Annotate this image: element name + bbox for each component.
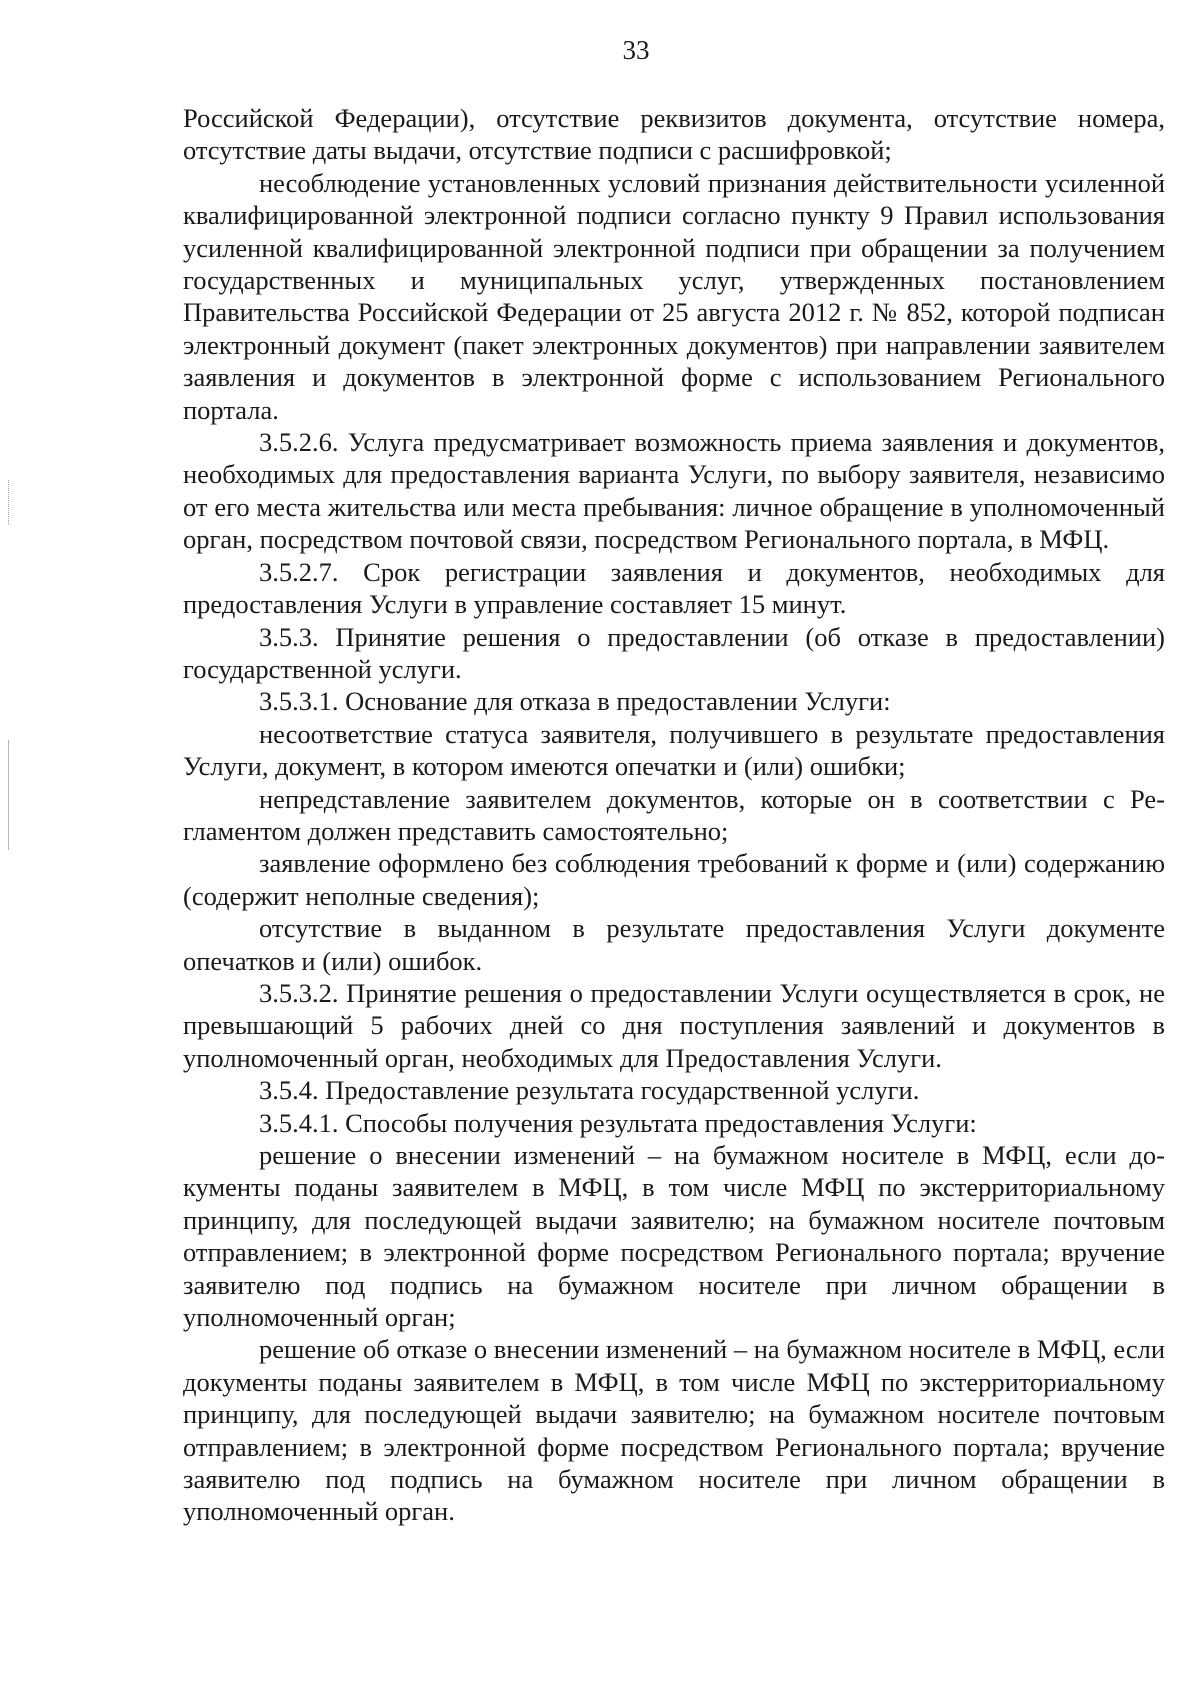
page-number: 33 bbox=[622, 35, 650, 65]
paragraph: несоответствие статуса заявителя, получившего в результате предоставления Услуги, документ, в котором имеются опечатки и (или) ошибки; bbox=[183, 718, 1165, 782]
paragraph: отсутствие в выданном в результате предоставления Услуги документе опечатков и (или) ошибок. bbox=[183, 913, 1165, 976]
scan-artifact bbox=[8, 480, 9, 525]
paragraph: 3.5.2.6. Услуга предусматривает возможность приема заявления и документов, необходимых для предоставления варианта Услуги, по выбору заявителя, независимо от его места жительства или места пребывания: личное обращение в уполномоченный орган, посредством почтовой связи, посредством Регионального портала, в МФЦ. bbox=[183, 427, 1165, 555]
document-body bbox=[183, 102, 1165, 1528]
paragraph: 3.5.3.1. Основание для отказа в предоставлении Услуги: bbox=[259, 686, 891, 717]
paragraph: 3.5.3.2. Принятие решения о предоставлении Услуги осуществляется в срок, не превышающий 5 рабочих дней со дня поступления заявлений и документов в уполномоченный орган, необходимых для Предоставления Услуги. bbox=[183, 977, 1165, 1073]
paragraph: несоблюдение установленных условий признания действительности усиленной квалифицированной электронной подписи согласно пункту 9 Правил использования усиленной квалифицированной электронной подписи при обращении за получением государственных и муниципальных услуг, утвержденных постановлением Правительства Российской Федерации от 25 августа 2012 г. № 852, которой подписан электронный документ (пакет электронных документов) при направлении заявителем заявления и документов в электронной форме с использованием Регионального портала. bbox=[183, 167, 1165, 425]
paragraph: непредставление заявителем документов, которые он в соответствии с Регламентом должен представить самостоятельно; bbox=[183, 783, 1165, 846]
paragraph: решение об отказе о внесении изменений – на бумажном носителе в МФЦ, если документы поданы заявителем в МФЦ, в том числе МФЦ по экстерриториальному принципу, для последующей выдачи заявителю; на бумажном носителе почтовым отправлением; в электронной форме посредством Регионального портала; вручение заявителю под подпись на бумажном носителе при личном обращении в уполномоченный орган. bbox=[183, 1334, 1165, 1527]
paragraph: Российской Федерации), отсутствие реквизитов документа, отсутствие номера, отсутствие даты выдачи, отсутствие подписи с расшифровкой; bbox=[183, 103, 1165, 166]
paragraph: 3.5.4. Предоставление результата государственной услуги. bbox=[259, 1075, 920, 1106]
paragraph: 3.5.3. Принятие решения о предоставлении (об отказе в предоставлении) государственной услуги. bbox=[183, 621, 1165, 684]
paragraph: заявление оформлено без соблюдения требований к форме и (или) содержанию (содержит неполные сведения); bbox=[183, 848, 1165, 911]
paragraph: 3.5.4.1. Способы получения результата предоставления Услуги: bbox=[259, 1107, 977, 1138]
paragraph: решение о внесении изменений – на бумажном носителе в МФЦ, если документы поданы заявителем в МФЦ, в том числе МФЦ по экстерриториальному принципу, для последующей выдачи заявителю; на бумажном носителе почтовым отправлением; в электронной форме посредством Регионального портала; вручение заявителю под подпись на бумажном носителе при личном обращении в уполномоченный орган; bbox=[183, 1140, 1165, 1333]
paragraph: 3.5.2.7. Срок регистрации заявления и документов, необходимых для предоставления Услуги в управление составляет 15 минут. bbox=[183, 556, 1165, 620]
scan-artifact bbox=[8, 740, 9, 850]
